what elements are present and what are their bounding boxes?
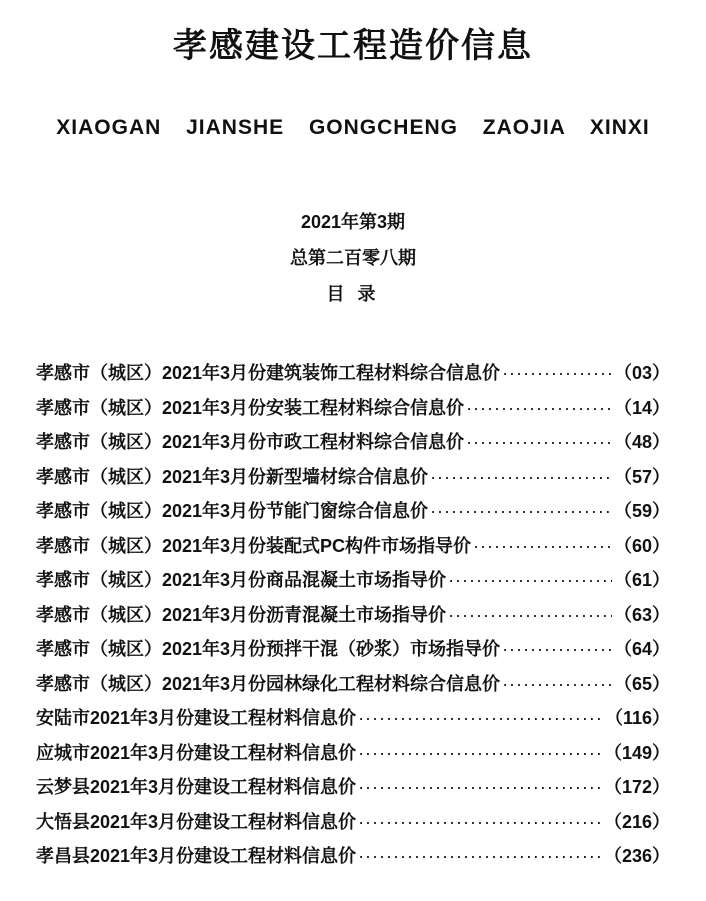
toc-entry-page: （64） [613, 639, 670, 659]
toc-entry-title: 大悟县2021年3月份建设工程材料信息价 [36, 811, 357, 832]
toc-entry-title: 应城市2021年3月份建设工程材料信息价 [36, 742, 357, 763]
document-title: 孝感建设工程造价信息 [173, 26, 533, 66]
toc-entry-title: 安陆市2021年3月份建设工程材料信息价 [36, 708, 357, 728]
toc-entry-page: （59） [613, 501, 670, 521]
dot-leader [358, 743, 602, 764]
toc-entry-page: （60） [613, 535, 670, 556]
toc-entry-title: 孝感市（城区）2021年3月份商品混凝土市场指导价 [36, 570, 447, 590]
dot-leader [466, 398, 612, 419]
toc-entry-title: 孝感市（城区）2021年3月份市政工程材料综合信息价 [36, 432, 465, 452]
dot-leader [358, 777, 602, 798]
toc-entry-title: 孝感市（城区）2021年3月份新型墙材综合信息价 [36, 466, 429, 487]
dot-leader [358, 708, 603, 729]
toc-entry-page: （03） [613, 363, 670, 383]
toc-entry-title: 孝感市（城区）2021年3月份装配式PC构件市场指导价 [36, 535, 472, 556]
toc-entry-page: （172） [603, 777, 670, 797]
toc-entry[interactable] [36, 566, 670, 601]
dot-leader [430, 467, 612, 488]
toc-heading: 目 录 [326, 284, 380, 304]
toc-entry-title: 孝感市（城区）2021年3月份安装工程材料综合信息价 [36, 397, 465, 418]
dot-leader [448, 570, 612, 591]
toc-entry-page: （216） [603, 811, 670, 832]
toc-entry[interactable] [36, 428, 670, 463]
toc-entry[interactable] [36, 739, 670, 774]
toc-entry[interactable] [36, 394, 670, 429]
document-subtitle-pinyin: XIAOGAN JIANSHE GONGCHENG ZAOJIA XINXI [56, 116, 650, 139]
total-issue-number: 总第二百零八期 [290, 248, 416, 268]
issue-number: 2021年第3期 [300, 212, 406, 232]
toc-entry[interactable] [36, 359, 670, 394]
toc-entry[interactable] [36, 601, 670, 636]
toc-entry-title: 孝感市（城区）2021年3月份沥青混凝土市场指导价 [36, 604, 447, 625]
dot-leader [466, 432, 612, 453]
dot-leader [358, 812, 602, 833]
dot-leader [430, 501, 612, 522]
toc-entry-title: 孝感市（城区）2021年3月份预拌干混（砂浆）市场指导价 [36, 639, 501, 659]
dot-leader [502, 363, 612, 384]
toc-entry[interactable] [36, 704, 670, 739]
toc-entry[interactable] [36, 463, 670, 498]
toc-entry-title: 孝感市（城区）2021年3月份建筑装饰工程材料综合信息价 [36, 363, 501, 383]
toc-entry[interactable] [36, 532, 670, 567]
toc-entry-page: （236） [603, 846, 670, 866]
dot-leader [448, 605, 612, 626]
toc-entry-title: 云梦县2021年3月份建设工程材料信息价 [36, 777, 357, 797]
dot-leader [502, 639, 612, 660]
toc-entry[interactable] [36, 842, 670, 877]
dot-leader [473, 536, 612, 557]
toc-entry-page: （14） [613, 397, 670, 418]
toc-entry-page: （116） [604, 708, 670, 728]
toc-entry-title: 孝感市（城区）2021年3月份园林绿化工程材料综合信息价 [36, 673, 501, 694]
toc-entry-page: （65） [613, 673, 670, 694]
toc-entry[interactable] [36, 773, 670, 808]
dot-leader [502, 674, 612, 695]
toc-entry-page: （63） [613, 604, 670, 625]
toc-entry[interactable] [36, 635, 670, 670]
toc-entry-title: 孝感市（城区）2021年3月份节能门窗综合信息价 [36, 501, 429, 521]
toc-entry[interactable] [36, 670, 670, 705]
dot-leader [358, 846, 602, 867]
toc-entry-page: （48） [613, 432, 670, 452]
toc-entry-page: （57） [613, 466, 670, 487]
toc-entry[interactable] [36, 808, 670, 843]
toc-entry-page: （149） [603, 742, 670, 763]
toc-entry-page: （61） [613, 570, 670, 590]
toc-entry-title: 孝昌县2021年3月份建设工程材料信息价 [36, 846, 357, 866]
toc-entry[interactable] [36, 497, 670, 532]
table-of-contents [36, 359, 670, 877]
